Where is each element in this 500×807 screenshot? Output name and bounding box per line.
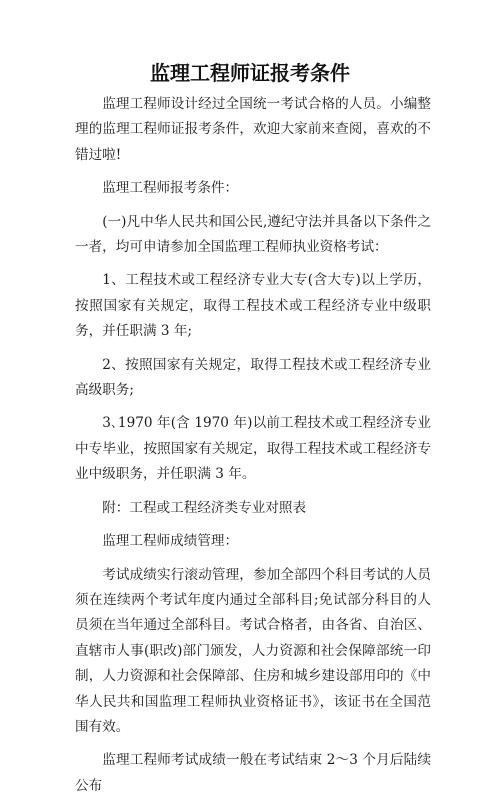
document-title: 监理工程师证报考条件 <box>150 61 350 85</box>
score-management-heading: 监理工程师成绩管理： <box>102 533 239 550</box>
score-management-paragraph: 考试成绩实行滚动管理，参加全部四个科目考试的人员须在连续两个考试年度内通过全部科目;免试部分科目的人员须在当年通过全部科目。考试合格者，由各省、自治区、直辖市人事(职改)部门颁发，人力资源和社会保障部统一印制，人力资源和社会保障部、住房和城乡建设部用印的《中华人民共和国监理工程师执业资格证书》，该证书在全国范围有效。 <box>75 566 431 735</box>
condition-item-2: 2、按照国家有关规定，取得工程技术或工程经济专业高级职务; <box>75 356 431 399</box>
document-body <box>75 92 431 807</box>
intro-paragraph: 监理工程师设计经过全国统一考试合格的人员。小编整理的监理工程师证报考条件，欢迎大家前来查阅，喜欢的不错过啦! <box>75 96 431 163</box>
results-release-paragraph: 监理工程师考试成绩一般在考试结束 2～3 个月后陆续公布 <box>75 752 431 794</box>
eligibility-paragraph: (一)凡中华人民共和国公民,遵纪守法并具备以下条件之一者，均可申请参加全国监理工程师执业资格考试： <box>75 213 431 256</box>
requirements-heading: 监理工程师报考条件： <box>102 180 239 197</box>
condition-item-3: 3､1970 年(含 1970 年)以前工程技术或工程经济专业中专毕业，按照国家有关规定，取得工程技术或工程经济专业中级职务，并任职满 3 年。 <box>75 415 431 483</box>
appendix-note: 附：工程或工程经济类专业对照表 <box>102 499 307 516</box>
condition-item-1: 1、工程技术或工程经济专业大专(含大专)以上学历，按照国家有关规定，取得工程技术或工程经济专业中级职务，并任职满 3 年; <box>75 272 431 340</box>
